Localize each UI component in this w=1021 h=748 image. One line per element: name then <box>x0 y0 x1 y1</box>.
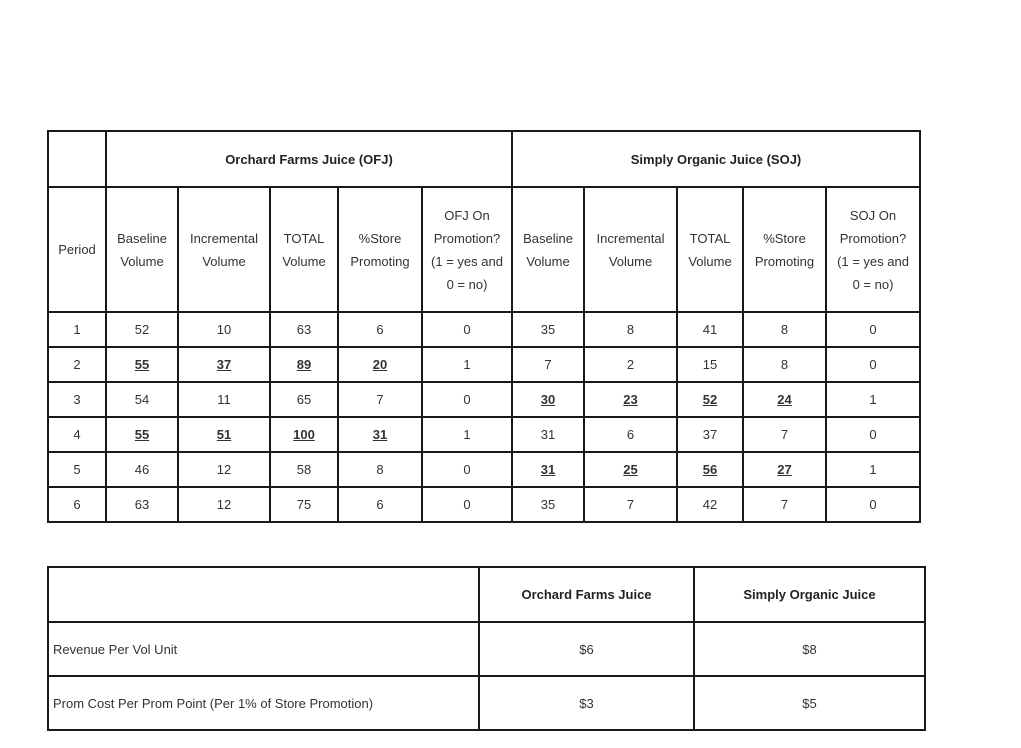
column-header <box>106 187 178 312</box>
value-cell: 2 <box>584 347 677 382</box>
value-cell: 12 <box>178 487 270 522</box>
value-cell: 31 <box>512 417 584 452</box>
revenue-label: Revenue Per Vol Unit <box>48 622 479 676</box>
column-header-line: TOTAL <box>283 230 325 246</box>
table-row <box>48 347 920 382</box>
value-cell: 11 <box>178 382 270 417</box>
table-row <box>48 312 920 347</box>
column-header-line: Incremental <box>190 230 258 246</box>
value-cell: 1 <box>826 452 920 487</box>
period-cell: 5 <box>48 452 106 487</box>
corner-cell <box>48 131 106 187</box>
group-header-row <box>48 131 920 187</box>
column-header-line: Volume <box>282 253 326 269</box>
column-header-line: Promotion? <box>433 230 501 246</box>
value-cell: 0 <box>422 487 512 522</box>
period-cell: 1 <box>48 312 106 347</box>
value-cell: 27 <box>743 452 826 487</box>
table-row <box>48 487 920 522</box>
value-cell: 0 <box>422 312 512 347</box>
column-header <box>338 187 422 312</box>
column-header-line: OFJ On <box>444 207 490 223</box>
column-header <box>270 187 338 312</box>
cost-header-row <box>48 567 925 622</box>
value-cell: 56 <box>677 452 743 487</box>
value-cell: 63 <box>270 312 338 347</box>
value-cell: 0 <box>826 417 920 452</box>
value-cell: 20 <box>338 347 422 382</box>
value-cell: 63 <box>106 487 178 522</box>
column-header-line: Volume <box>608 253 653 269</box>
ofj-cost-header: Orchard Farms Juice <box>479 567 694 622</box>
cost-corner-cell <box>48 567 479 622</box>
ofj-group-header: Orchard Farms Juice (OFJ) <box>106 131 512 187</box>
column-header-line: TOTAL <box>689 230 731 246</box>
column-header-line: Promoting <box>754 253 815 269</box>
column-header <box>826 187 920 312</box>
value-cell: 6 <box>338 487 422 522</box>
value-cell: 24 <box>743 382 826 417</box>
value-cell: 8 <box>584 312 677 347</box>
cost-table <box>47 566 926 731</box>
value-cell: 1 <box>422 417 512 452</box>
period-cell: 3 <box>48 382 106 417</box>
column-header-line: Volume <box>526 253 570 269</box>
value-cell: 31 <box>338 417 422 452</box>
value-cell: 6 <box>338 312 422 347</box>
column-header <box>178 187 270 312</box>
column-header-line: %Store <box>358 230 402 246</box>
value-cell: 10 <box>178 312 270 347</box>
column-header <box>512 187 584 312</box>
column-header-line: 0 = no) <box>852 276 894 292</box>
period-header: Period <box>48 187 106 312</box>
value-cell: 8 <box>743 312 826 347</box>
value-cell: 55 <box>106 417 178 452</box>
value-cell: 23 <box>584 382 677 417</box>
period-cell: 4 <box>48 417 106 452</box>
column-header-line: Baseline <box>523 230 573 246</box>
value-cell: 8 <box>743 347 826 382</box>
soj-promo-cost-value: $5 <box>694 676 925 730</box>
soj-cost-header: Simply Organic Juice <box>694 567 925 622</box>
value-cell: 0 <box>826 487 920 522</box>
value-cell: 58 <box>270 452 338 487</box>
revenue-row <box>48 622 925 676</box>
volume-table <box>47 130 921 523</box>
value-cell: 7 <box>584 487 677 522</box>
value-cell: 52 <box>677 382 743 417</box>
value-cell: 25 <box>584 452 677 487</box>
value-cell: 15 <box>677 347 743 382</box>
value-cell: 35 <box>512 487 584 522</box>
value-cell: 51 <box>178 417 270 452</box>
column-header-line: SOJ On <box>849 207 897 223</box>
column-header-line: Promotion? <box>839 230 907 246</box>
value-cell: 41 <box>677 312 743 347</box>
column-header <box>584 187 677 312</box>
value-cell: 0 <box>826 312 920 347</box>
value-cell: 42 <box>677 487 743 522</box>
column-header-line: Incremental <box>596 230 665 246</box>
value-cell: 31 <box>512 452 584 487</box>
value-cell: 6 <box>584 417 677 452</box>
value-cell: 37 <box>677 417 743 452</box>
soj-group-header: Simply Organic Juice (SOJ) <box>512 131 920 187</box>
value-cell: 7 <box>743 417 826 452</box>
ofj-promo-cost-value: $3 <box>479 676 694 730</box>
column-header-line: Volume <box>120 253 164 269</box>
value-cell: 75 <box>270 487 338 522</box>
period-cell: 6 <box>48 487 106 522</box>
value-cell: 89 <box>270 347 338 382</box>
value-cell: 35 <box>512 312 584 347</box>
value-cell: 0 <box>422 382 512 417</box>
column-header <box>677 187 743 312</box>
column-header-line: 0 = no) <box>446 276 488 292</box>
value-cell: 1 <box>422 347 512 382</box>
column-header-line: Baseline <box>117 230 167 246</box>
value-cell: 37 <box>178 347 270 382</box>
ofj-revenue-value: $6 <box>479 622 694 676</box>
value-cell: 30 <box>512 382 584 417</box>
column-header-line: (1 = yes and <box>837 253 909 269</box>
column-header-line: Promoting <box>350 253 410 269</box>
soj-revenue-value: $8 <box>694 622 925 676</box>
value-cell: 7 <box>338 382 422 417</box>
volume-table-body <box>48 312 920 522</box>
value-cell: 46 <box>106 452 178 487</box>
table-row <box>48 382 920 417</box>
column-header <box>422 187 512 312</box>
table-row <box>48 417 920 452</box>
value-cell: 7 <box>512 347 584 382</box>
column-header-line: %Store <box>763 230 806 246</box>
column-header-line: (1 = yes and <box>431 253 503 269</box>
value-cell: 100 <box>270 417 338 452</box>
value-cell: 0 <box>422 452 512 487</box>
column-header-row <box>48 187 920 312</box>
table-row <box>48 452 920 487</box>
value-cell: 55 <box>106 347 178 382</box>
value-cell: 65 <box>270 382 338 417</box>
value-cell: 0 <box>826 347 920 382</box>
period-cell: 2 <box>48 347 106 382</box>
value-cell: 54 <box>106 382 178 417</box>
value-cell: 12 <box>178 452 270 487</box>
value-cell: 8 <box>338 452 422 487</box>
column-header-line: Volume <box>688 253 732 269</box>
value-cell: 7 <box>743 487 826 522</box>
column-header <box>743 187 826 312</box>
column-header-line: Volume <box>202 253 246 269</box>
promo-cost-label: Prom Cost Per Prom Point (Per 1% of Store Promotion) <box>48 676 479 730</box>
value-cell: 1 <box>826 382 920 417</box>
value-cell: 52 <box>106 312 178 347</box>
promo-cost-row <box>48 676 925 730</box>
